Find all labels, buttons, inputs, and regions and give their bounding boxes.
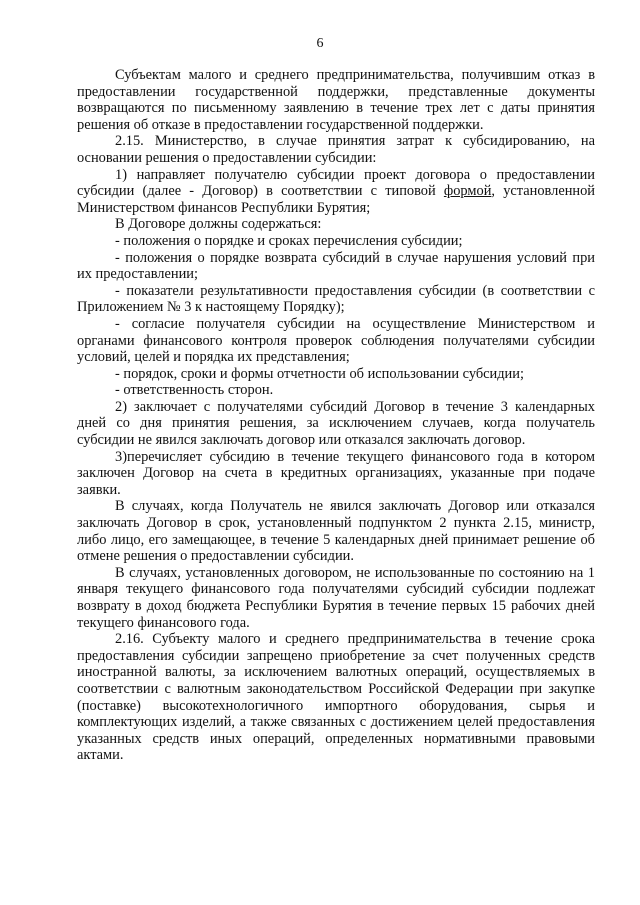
standard-form-link[interactable]: формой: [443, 183, 492, 200]
paragraph-returned-documents: Субъектам малого и среднего предпринимательства, получившим отказ в предоставлении государственной поддержки, представленные документы возвращаются по письменному заявлению в течение трех лет с даты принятия решения об отказе в предоставлении государственной поддержки.: [77, 67, 595, 133]
paragraph-decision-cancellation: В случаях, когда Получатель не явился заключать Договор или отказался заключать Договор в срок, установленный подпунктом 2 пункта 2.15, министр, либо лицо, его замещающее, в течение 5 календарных дней принимает решение об отмене решения о предоставлении субсидии.: [77, 498, 595, 565]
list-item-performance-indicators: - показатели результативности предоставления субсидии (в соответствии с Приложением № 3 к настоящему Порядку);: [77, 282, 595, 316]
paragraph-contract-contents: В Договоре должны содержаться:: [115, 216, 322, 233]
paragraph-unused-subsidy-return: В случаях, установленных договором, не использованные по состоянию на 1 января текущего финансового года получателями субсидий субсидии подлежат возврату в доход бюджета Республики Бурятия в течение первых 15 рабочих дней текущего финансового года.: [77, 564, 595, 631]
list-item-control-consent: - согласие получателя субсидии на осуществление Министерством и органами финансового контроля проверок соблюдения получателями субсидии условий, целей и порядка их представления;: [77, 315, 595, 366]
paragraph-subsidy-transfer: 3)перечисляет субсидию в течение текущего финансового года в котором заключен Договор на счета в кредитных организациях, указанные при подаче заявки.: [77, 448, 595, 498]
document-body: [77, 67, 595, 764]
contract-draft-text-after-link: , установленной Министерством финансов Республики Бурятия;: [77, 183, 596, 216]
paragraph-contract-conclusion: 2) заключает с получателями субсидий Договор в течение 3 календарных дней со дня принятия решения, за исключением случаев, когда получатель субсидии не явился заключать договор или отказался заключать договор.: [77, 398, 595, 449]
paragraph-contract-draft: [77, 167, 595, 217]
list-item-return-terms: - положения о порядке возврата субсидий в случае нарушения условий при их предоставлении;: [77, 249, 595, 283]
page-number: 6: [316, 36, 324, 51]
list-item-reporting: - порядок, сроки и формы отчетности об использовании субсидии;: [115, 365, 524, 382]
paragraph-2-15: 2.15. Министерство, в случае принятия затрат к субсидированию, на основании решения о предоставлении субсидии:: [77, 133, 595, 166]
list-item-payment-terms: - положения о порядке и сроках перечисления субсидии;: [115, 232, 463, 249]
contract-draft-text-before-link: 1) направляет получателю субсидии проект договора о предоставлении субсидии (далее - Договор) в соответствии с типовой: [77, 166, 595, 200]
paragraph-2-16: 2.16. Субъекту малого и среднего предпринимательства в течение срока предоставления субсидии запрещено приобретение за счет полученных средств иностранной валюты, за исключением валютных операций, осуществляемых в соответствии с валютным законодательством Российской Федерации при закупке (поставке) высокотехнологичного импортного оборудования, сырья и комплектующих изделий, а также связанных с достижением целей предоставления указанных средств иных операций, определенных нормативными правовыми актами.: [77, 631, 595, 764]
list-item-liability: - ответственность сторон.: [115, 382, 274, 399]
